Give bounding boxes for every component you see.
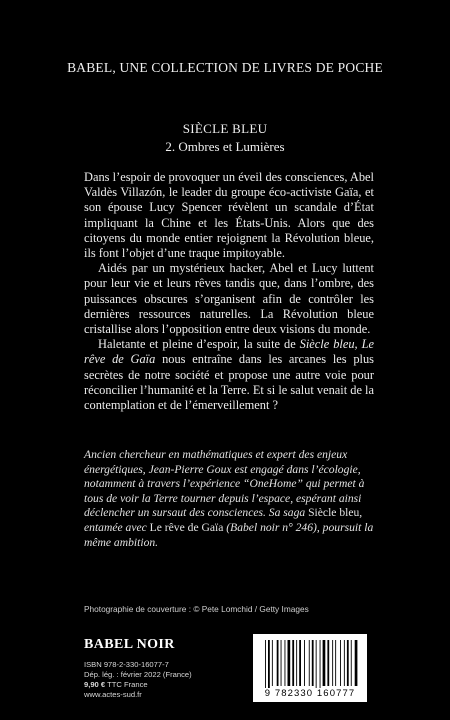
barcode-bar: [312, 640, 314, 686]
blurb-p3-end: nous entraîne dans les arcanes les plus secrètes de notre société et propose une autre voie pour réconcilier l’humanité et la Terre. Et si le salut venait de la contemplation et de l’émerveillement ?: [84, 352, 374, 413]
barcode-bar: [288, 640, 291, 686]
barcode-digits: 9 782330 160777: [264, 688, 356, 699]
bio-part-b: , entamée avec: [84, 506, 363, 534]
barcode-bar: [268, 640, 270, 688]
book-subtitle: 2. Ombres et Lumières: [165, 139, 285, 154]
barcode-bars: [253, 634, 367, 688]
barcode-bar: [316, 640, 317, 688]
barcode-bar: [265, 640, 266, 688]
barcode-bar: [304, 640, 305, 686]
barcode-bar: [272, 640, 273, 686]
barcode-bar: [281, 640, 282, 686]
barcode-bar: [335, 640, 336, 686]
barcode-bar: [277, 640, 279, 686]
price: [84, 680, 244, 690]
blurb-p3-start: Haletante et pleine d’espoir, la suite de: [98, 337, 300, 352]
barcode-bar: [292, 640, 294, 686]
blurb-p3-book-title: Siècle bleu, Le rêve de Gaïa: [84, 337, 374, 367]
bio-part-c: (Babel noir n° 246), poursuit la même ambition.: [84, 520, 374, 549]
blurb: [84, 170, 374, 413]
blurb-paragraph-2: Aidés par un mystérieux hacker, Abel et Lucy luttent pour leur vie et leurs rêves tandis que, dans l’ombre, des puissances obscures s’organisent afin de contrôler les dernières ressources naturelles. La Révolution bleue cristallise alors l’opposition entre deux visions du monde.: [84, 261, 374, 337]
price-amount: 9,90 €: [84, 680, 106, 689]
barcode-bar: [344, 640, 345, 686]
barcode-bar: [351, 640, 352, 686]
imprint-logo: BABEL NOIR: [84, 637, 175, 652]
book-title: SIÈCLE BLEU: [182, 121, 268, 136]
barcode-bar: [347, 640, 349, 686]
barcode-bar: [285, 640, 286, 686]
barcode-bar: [327, 640, 329, 686]
publication-meta: [84, 660, 244, 700]
isbn: ISBN 978-2-330-16077-7: [84, 660, 169, 669]
author-bio: [84, 448, 374, 550]
barcode-bar: [296, 640, 297, 686]
collection-header: BABEL, UNE COLLECTION DE LIVRES DE POCHE: [67, 60, 383, 75]
cover-photo-credit: Photographie de couverture : © Pete Lomchid / Getty Images: [84, 604, 309, 614]
bio-book1-title: Le rêve de Gaïa: [149, 520, 224, 534]
barcode-bar: [355, 640, 358, 686]
legal-deposit: Dép. lég. : février 2022 (France): [84, 670, 192, 679]
blurb-paragraph-1: Dans l’espoir de provoquer un éveil des consciences, Abel Valdès Villazón, le leader du groupe éco-activiste Gaïa, et son épouse Lucy Spencer révèlent un scandale d’État impliquant la Chine et les États-Unis. Alors que des citoyens du monde entier rejoignent la Révolution bleue, ils font l’objet d’une traque impitoyable.: [84, 170, 374, 261]
barcode-bar: [299, 640, 301, 686]
barcode-bar: [309, 640, 310, 686]
bio-part-a: Ancien chercheur en mathématiques et expert des enjeux énergétiques, Jean-Pierre Goux est engagé dans l’écologie, notamment à travers l’expérience “OneHome” qui permet à tous de voir la Terre tourner depuis l’espace, espérant ainsi déclencher un sursaut des consciences. Sa saga: [84, 448, 365, 520]
bio-saga-title: Siècle bleu: [308, 506, 360, 520]
barcode-bar: [323, 640, 326, 686]
blurb-paragraph-3: [84, 337, 374, 413]
price-suffix: TTC France: [105, 680, 148, 689]
barcode-bar: [340, 640, 341, 686]
publisher-website: www.actes-sud.fr: [84, 690, 142, 699]
barcode-bar: [332, 640, 333, 686]
barcode-bar: [320, 640, 321, 688]
